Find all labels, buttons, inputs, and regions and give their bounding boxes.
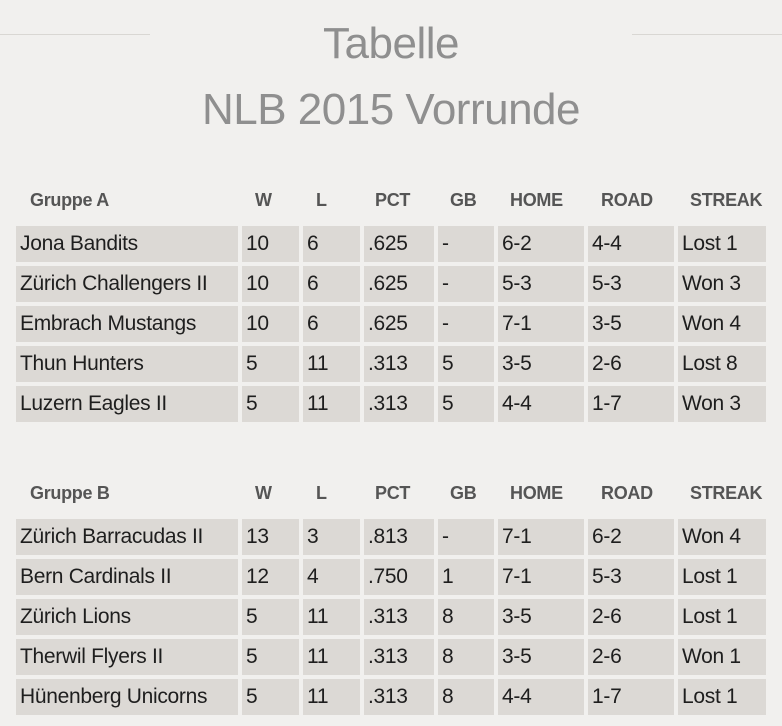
cell-team: Jona Bandits <box>16 226 238 262</box>
table-row <box>16 266 766 306</box>
cell-road: 1-7 <box>588 679 674 715</box>
cell-road: 5-3 <box>588 559 674 595</box>
cell-wins: 10 <box>242 226 299 262</box>
cell-team: Zürich Lions <box>16 599 238 635</box>
cell-gb: - <box>438 266 494 302</box>
column-header-losses: L <box>316 190 327 210</box>
cell-pct: .313 <box>364 386 434 422</box>
cell-team: Zürich Challengers II <box>16 266 238 302</box>
cell-road: 2-6 <box>588 639 674 675</box>
table-header <box>16 479 766 519</box>
cell-losses: 11 <box>303 346 360 382</box>
cell-home: 5-3 <box>498 266 584 302</box>
cell-gb: - <box>438 306 494 342</box>
cell-losses: 6 <box>303 226 360 262</box>
cell-losses: 4 <box>303 559 360 595</box>
cell-home: 6-2 <box>498 226 584 262</box>
cell-streak: Lost 1 <box>678 679 766 715</box>
cell-streak: Won 1 <box>678 639 766 675</box>
table-row <box>16 559 766 599</box>
cell-pct: .313 <box>364 679 434 715</box>
table-row <box>16 519 766 559</box>
cell-wins: 12 <box>242 559 299 595</box>
cell-wins: 10 <box>242 266 299 302</box>
cell-pct: .813 <box>364 519 434 555</box>
cell-pct: .313 <box>364 639 434 675</box>
column-header-wins: W <box>255 190 272 210</box>
cell-home: 7-1 <box>498 559 584 595</box>
column-header-pct: PCT <box>375 483 411 503</box>
cell-home: 4-4 <box>498 679 584 715</box>
cell-home: 7-1 <box>498 519 584 555</box>
cell-home: 3-5 <box>498 346 584 382</box>
table-row <box>16 386 766 426</box>
cell-wins: 5 <box>242 639 299 675</box>
table-row <box>16 639 766 679</box>
cell-wins: 10 <box>242 306 299 342</box>
cell-team: Embrach Mustangs <box>16 306 238 342</box>
cell-pct: .625 <box>364 226 434 262</box>
page-title: Tabelle <box>323 19 459 68</box>
standings-table-gruppe-b <box>16 479 766 719</box>
cell-gb: 8 <box>438 599 494 635</box>
cell-streak: Won 4 <box>678 519 766 555</box>
cell-streak: Won 4 <box>678 306 766 342</box>
cell-pct: .313 <box>364 346 434 382</box>
cell-wins: 5 <box>242 346 299 382</box>
table-row <box>16 346 766 386</box>
cell-team: Hünenberg Unicorns <box>16 679 238 715</box>
cell-losses: 11 <box>303 679 360 715</box>
cell-streak: Won 3 <box>678 386 766 422</box>
column-header-home: HOME <box>510 190 563 210</box>
cell-road: 5-3 <box>588 266 674 302</box>
cell-team: Therwil Flyers II <box>16 639 238 675</box>
cell-wins: 5 <box>242 386 299 422</box>
cell-team: Bern Cardinals II <box>16 559 238 595</box>
cell-road: 2-6 <box>588 346 674 382</box>
cell-home: 3-5 <box>498 599 584 635</box>
cell-gb: 5 <box>438 346 494 382</box>
group-name: Gruppe A <box>30 190 109 210</box>
table-row <box>16 226 766 266</box>
cell-gb: 8 <box>438 639 494 675</box>
column-header-road: ROAD <box>601 190 653 210</box>
cell-losses: 6 <box>303 266 360 302</box>
cell-home: 7-1 <box>498 306 584 342</box>
cell-team: Zürich Barracudas II <box>16 519 238 555</box>
cell-pct: .625 <box>364 266 434 302</box>
cell-streak: Lost 1 <box>678 599 766 635</box>
column-header-gb: GB <box>450 483 477 503</box>
cell-pct: .750 <box>364 559 434 595</box>
cell-streak: Lost 1 <box>678 226 766 262</box>
column-header-wins: W <box>255 483 272 503</box>
column-header-streak: STREAK <box>690 483 763 503</box>
column-header-pct: PCT <box>375 190 411 210</box>
cell-road: 6-2 <box>588 519 674 555</box>
cell-gb: 1 <box>438 559 494 595</box>
cell-home: 4-4 <box>498 386 584 422</box>
cell-losses: 3 <box>303 519 360 555</box>
cell-team: Luzern Eagles II <box>16 386 238 422</box>
cell-wins: 5 <box>242 679 299 715</box>
cell-streak: Won 3 <box>678 266 766 302</box>
column-header-streak: STREAK <box>690 190 763 210</box>
cell-road: 4-4 <box>588 226 674 262</box>
cell-losses: 11 <box>303 599 360 635</box>
column-header-losses: L <box>316 483 327 503</box>
standings-table-gruppe-a <box>16 186 766 426</box>
cell-home: 3-5 <box>498 639 584 675</box>
cell-road: 2-6 <box>588 599 674 635</box>
column-header-road: ROAD <box>601 483 653 503</box>
table-row <box>16 306 766 346</box>
cell-streak: Lost 1 <box>678 559 766 595</box>
cell-losses: 11 <box>303 386 360 422</box>
cell-wins: 5 <box>242 599 299 635</box>
cell-gb: 8 <box>438 679 494 715</box>
table-header <box>16 186 766 226</box>
cell-gb: - <box>438 226 494 262</box>
cell-streak: Lost 8 <box>678 346 766 382</box>
group-name: Gruppe B <box>30 483 110 503</box>
cell-gb: - <box>438 519 494 555</box>
cell-losses: 11 <box>303 639 360 675</box>
table-row <box>16 599 766 639</box>
cell-gb: 5 <box>438 386 494 422</box>
column-header-home: HOME <box>510 483 563 503</box>
cell-pct: .625 <box>364 306 434 342</box>
column-header-gb: GB <box>450 190 477 210</box>
cell-road: 3-5 <box>588 306 674 342</box>
table-row <box>16 679 766 719</box>
cell-pct: .313 <box>364 599 434 635</box>
page-subtitle: NLB 2015 Vorrunde <box>201 85 580 134</box>
cell-losses: 6 <box>303 306 360 342</box>
cell-road: 1-7 <box>588 386 674 422</box>
cell-wins: 13 <box>242 519 299 555</box>
cell-team: Thun Hunters <box>16 346 238 382</box>
